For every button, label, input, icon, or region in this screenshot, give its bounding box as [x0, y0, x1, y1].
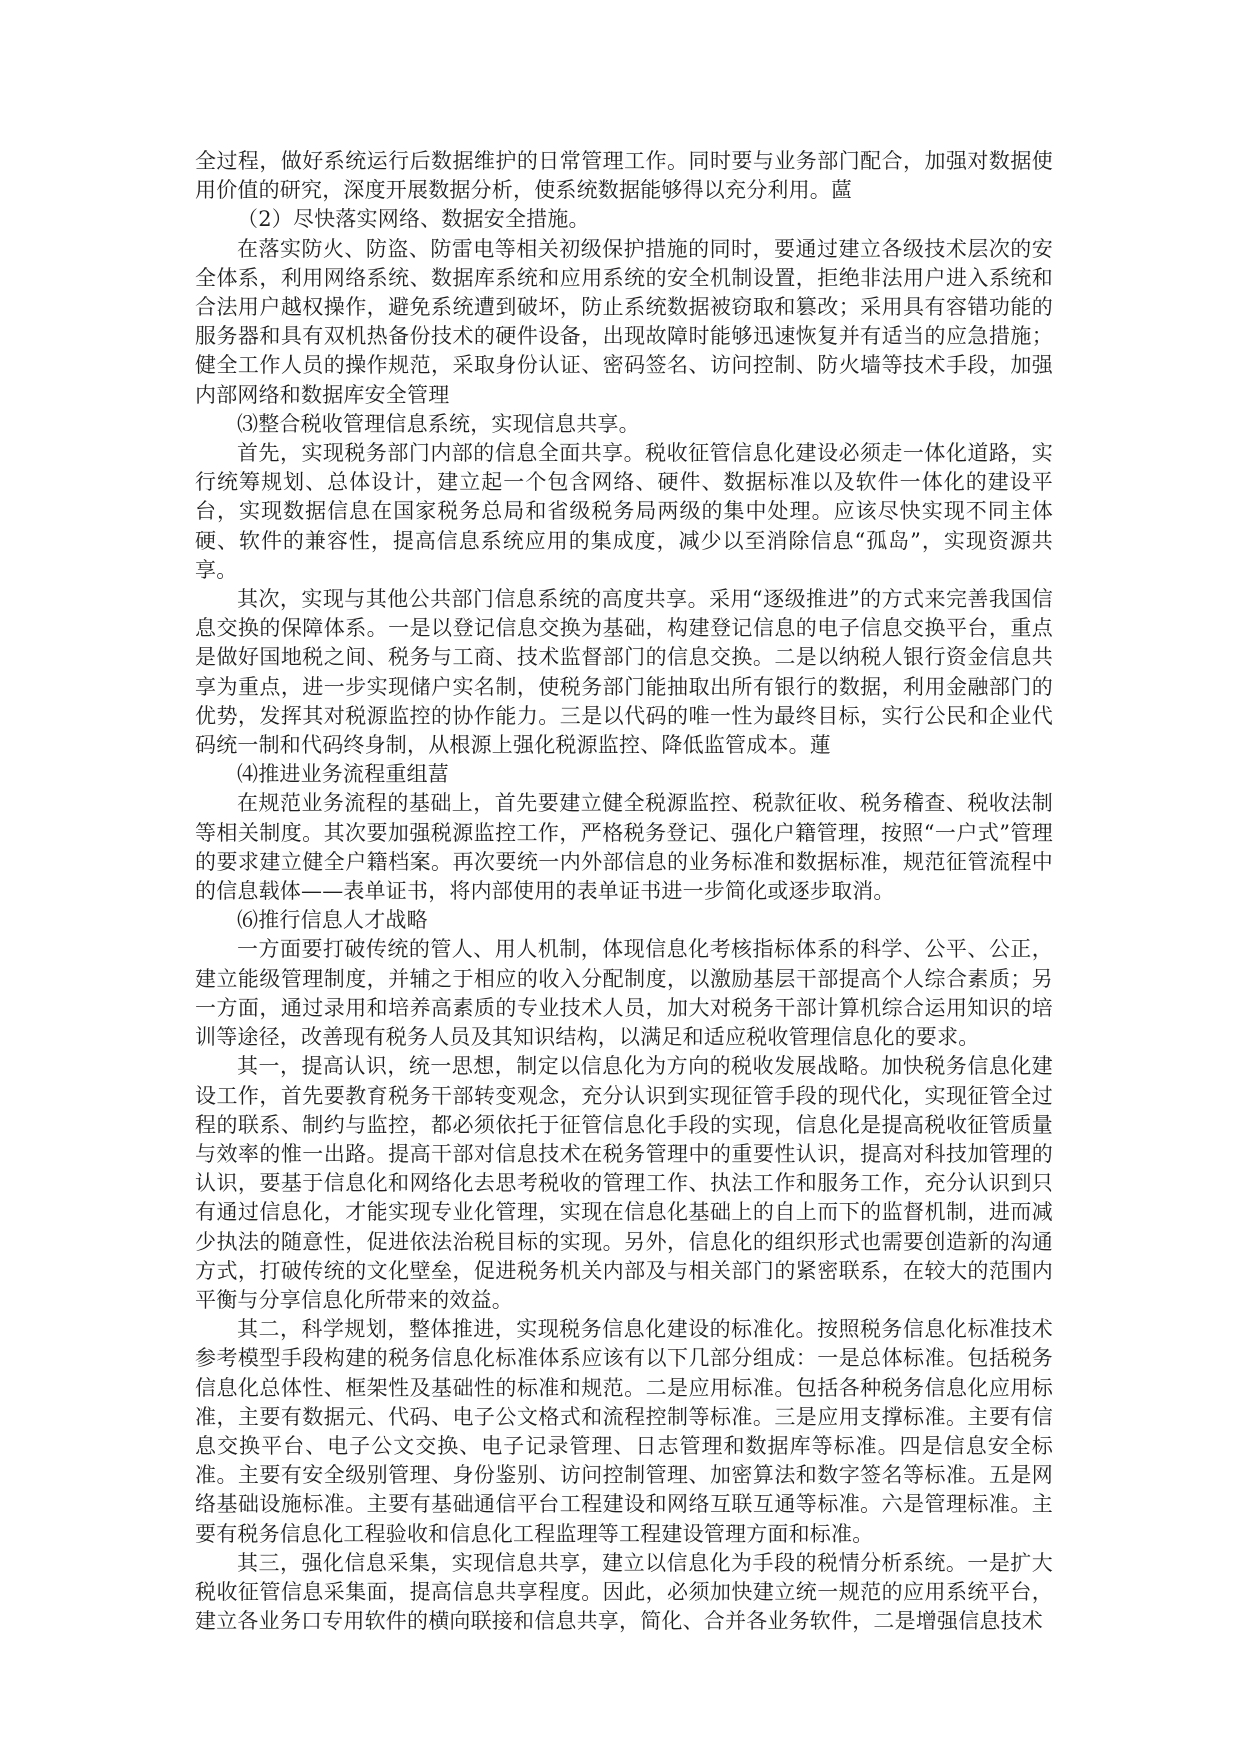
document-page — [195, 147, 1053, 1636]
paragraph-public-sharing: 其次，实现与其他公共部门信息系统的高度共享。采用“逐级推进”的方式来完善我国信息交换的保障体系。一是以登记信息交换为基础，构建登记信息的电子信息交换平台，重点是做好国地税之间、税务与工商、技术监督部门的信息交换。二是以纳税人银行资金信息共享为重点，进一步实现储户实名制，使税务部门能抽取出所有银行的数据，利用金融部门的优势，发挥其对税源监控的协作能力。三是以代码的唯一性为最终目标，实行公民和企业代码统一制和代码终身制，从根源上强化税源监控、降低监管成本。蓮 — [195, 587, 1053, 758]
paragraph-security-measures: 在落实防火、防盗、防雷电等相关初级保护措施的同时，要通过建立各级技术层次的安全体系，利用网络系统、数据库系统和应用系统的安全机制设置，拒绝非法用户进入系统和合法用户越权操作，避免系统遭到破坏，防止系统数据被窃取和篡改；采用具有容错功能的服务器和具有双机热备份技术的硬件设备，出现故障时能够迅速恢复并有适当的应急措施；健全工作人员的操作规范，采取身份认证、密码签名、访问控制、防火墙等技术手段，加强内部网络和数据库安全管理 — [195, 236, 1053, 407]
paragraph-first-awareness: 其一，提高认识，统一思想，制定以信息化为方向的税收发展战略。加快税务信息化建设工作，首先要教育税务干部转变观念，充分认识到实现征管手段的现代化，实现征管全过程的联系、制约与监控，都必须依托于征管信息化手段的实现，信息化是提高税收征管质量与效率的惟一出路。提高干部对信息技术在税务管理中的重要性认识，提高对科技加管理的认识，要基于信息化和网络化去思考税收的管理工作、执法工作和服务工作，充分认识到只有通过信息化，才能实现专业化管理，实现在信息化基础上的自上而下的监督机制，进而减少执法的随意性，促进依法治税目标的实现。另外，信息化的组织形式也需要创造新的沟通方式，打破传统的文化壁垒，促进税务机关内部及与相关部门的紧密联系，在较大的范围内平衡与分享信息化所带来的效益。 — [195, 1054, 1053, 1312]
paragraph-process-standards: 在规范业务流程的基础上，首先要建立健全税源监控、税款征收、税务稽查、税收法制等相关制度。其次要加强税源监控工作，严格税务登记、强化户籍管理，按照“一户式”管理的要求建立健全户籍档案。再次要统一内外部信息的业务标准和数据标准，规范征管流程中的信息载体——表单证书，将内部使用的表单证书进一步简化或逐步取消。 — [195, 791, 1053, 904]
paragraph-second-standardization: 其二，科学规划，整体推进，实现税务信息化建设的标准化。按照税务信息化标准技术参考模型手段构建的税务信息化标准体系应该有以下几部分组成：一是总体标准。包括税务信息化总体性、框架性及基础性的标准和规范。二是应用标准。包括各种税务信息化应用标准，主要有数据元、代码、电子公文格式和流程控制等标准。三是应用支撑标准。主要有信息交换平台、电子公文交换、电子记录管理、日志管理和数据库等标准。四是信息安全标准。主要有安全级别管理、身份鉴别、访问控制管理、加密算法和数字签名等标准。五是网络基础设施标准。主要有基础通信平台工程建设和网络互联互通等标准。六是管理标准。主要有税务信息化工程验收和信息化工程监理等工程建设管理方面和标准。 — [195, 1317, 1053, 1546]
paragraph-internal-sharing: 首先，实现税务部门内部的信息全面共享。税收征管信息化建设必须走一体化道路，实行统筹规划、总体设计，建立起一个包含网络、硬件、数据标准以及软件一体化的建设平台，实现数据信息在国家税务总局和省级税务局两级的集中处理。应该尽快实现不同主体硬、软件的兼容性，提高信息系统应用的集成度，减少以至消除信息“孤岛”，实现资源共享。 — [195, 441, 1053, 582]
paragraph-continuation: 全过程，做好系统运行后数据维护的日常管理工作。同时要与业务部门配合，加强对数据使用价值的研究，深度开展数据分析，使系统数据能够得以充分利用。蓲 — [195, 149, 1053, 203]
section-heading-talent-strategy: ⑹推行信息人才战略 — [237, 908, 428, 933]
section-heading-integrate-systems: ⑶整合税收管理信息系统，实现信息共享。 — [237, 411, 640, 436]
paragraph-third-information-collection: 其三，强化信息采集，实现信息共享，建立以信息化为手段的税情分析系统。一是扩大税收征管信息采集面，提高信息共享程度。因此，必须加快建立统一规范的应用系统平台，建立各业务口专用软件的横向联接和信息共享，简化、合并各业务软件，二是增强信息技术 — [195, 1550, 1053, 1634]
paragraph-talent-mechanism: 一方面要打破传统的管人、用人机制，体现信息化考核指标体系的科学、公平、公正，建立能级管理制度，并辅之于相应的收入分配制度，以激励基层干部提高个人综合素质；另一方面，通过录用和培养高素质的专业技术人员，加大对税务干部计算机综合运用知识的培训等途径，改善现有税务人员及其知识结构，以满足和适应税收管理信息化的要求。 — [195, 937, 1053, 1050]
section-heading-process-reengineering: ⑷推进业务流程重组葍 — [237, 762, 449, 787]
section-heading-network-security: （2）尽快落实网络、数据安全措施。 — [237, 207, 590, 232]
